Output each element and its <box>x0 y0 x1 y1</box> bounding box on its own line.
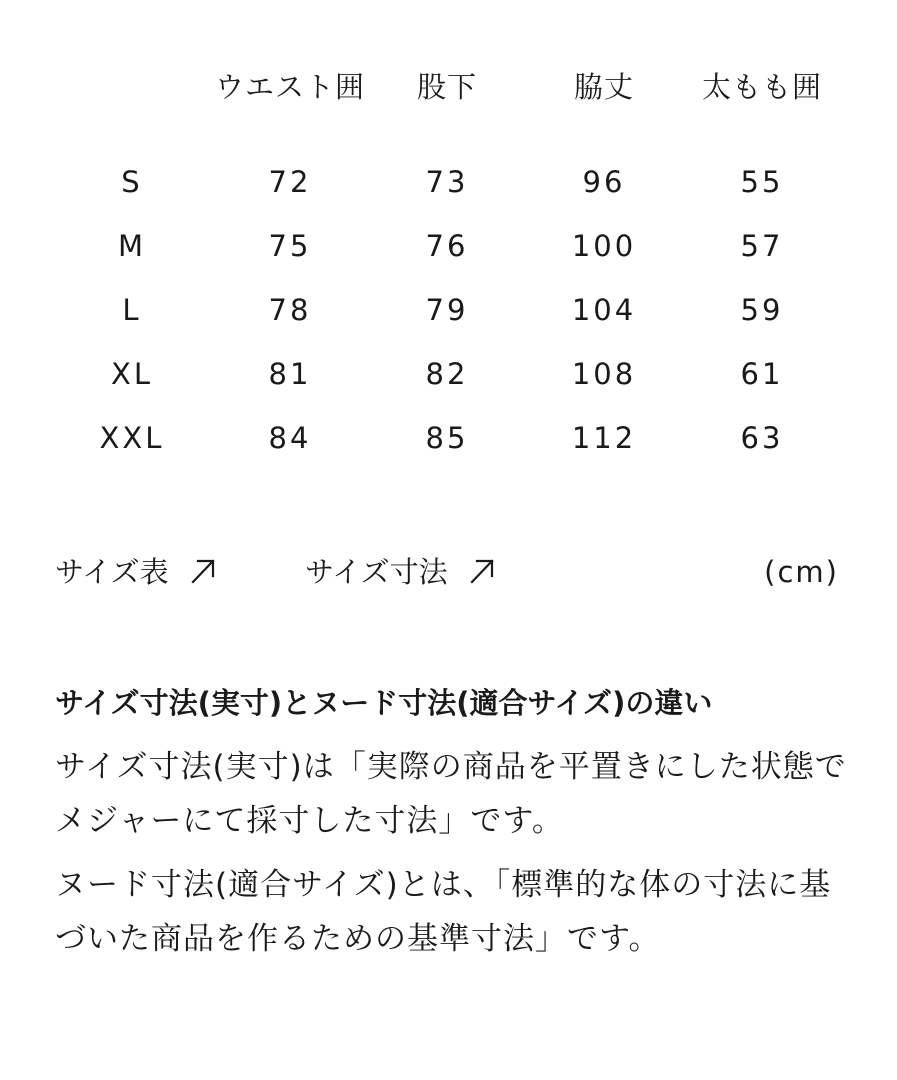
links-row <box>0 547 897 597</box>
note-paragraph-actual-size: サイズ寸法(実寸)は「実際の商品を平置きにした状態でメジャーにて採寸した寸法」です。 <box>55 749 847 839</box>
size-chart-link[interactable] <box>55 547 217 597</box>
size-label: L <box>122 293 142 327</box>
note-title: サイズ寸法(実寸)とヌード寸法(適合サイズ)の違い <box>55 686 713 720</box>
table-cell: 81 <box>268 357 312 391</box>
size-chart-link-label: サイズ表 <box>55 555 169 589</box>
table-cell: 82 <box>425 357 469 391</box>
table-cell: 100 <box>571 229 637 263</box>
table-cell: 79 <box>425 293 469 327</box>
size-table-header <box>0 62 897 112</box>
size-label: S <box>121 165 143 199</box>
table-cell: 84 <box>268 421 312 455</box>
table-row <box>0 285 897 335</box>
table-cell: 96 <box>582 165 626 199</box>
table-row <box>0 349 897 399</box>
table-cell: 72 <box>268 165 312 199</box>
table-cell: 112 <box>571 421 637 455</box>
table-cell: 57 <box>740 229 784 263</box>
arrow-up-right-icon <box>189 557 217 585</box>
size-measurements-link[interactable] <box>305 547 496 597</box>
size-label: XXL <box>99 421 165 455</box>
table-row <box>0 413 897 463</box>
table-cell: 76 <box>425 229 469 263</box>
table-row <box>0 157 897 207</box>
table-cell: 78 <box>268 293 312 327</box>
header-thigh: 太もも囲 <box>701 70 822 104</box>
table-cell: 73 <box>425 165 469 199</box>
note-paragraph-nude-size: ヌード寸法(適合サイズ)とは、「標準的な体の寸法に基づいた商品を作るための基準寸法」です。 <box>55 867 832 957</box>
table-cell: 55 <box>740 165 784 199</box>
table-cell: 59 <box>740 293 784 327</box>
header-side-length: 脇丈 <box>573 70 634 104</box>
table-cell: 61 <box>740 357 784 391</box>
size-note <box>55 676 855 976</box>
size-label: M <box>117 229 147 263</box>
header-waist: ウエスト囲 <box>214 70 365 104</box>
arrow-up-right-icon <box>468 557 496 585</box>
size-label: XL <box>110 357 154 391</box>
size-measurements-link-label: サイズ寸法 <box>305 555 448 589</box>
header-inseam: 股下 <box>416 70 477 104</box>
table-cell: 108 <box>571 357 637 391</box>
unit-label: (cm) <box>764 555 839 589</box>
table-row <box>0 221 897 271</box>
table-cell: 75 <box>268 229 312 263</box>
table-cell: 63 <box>740 421 784 455</box>
table-cell: 104 <box>571 293 637 327</box>
table-cell: 85 <box>425 421 469 455</box>
